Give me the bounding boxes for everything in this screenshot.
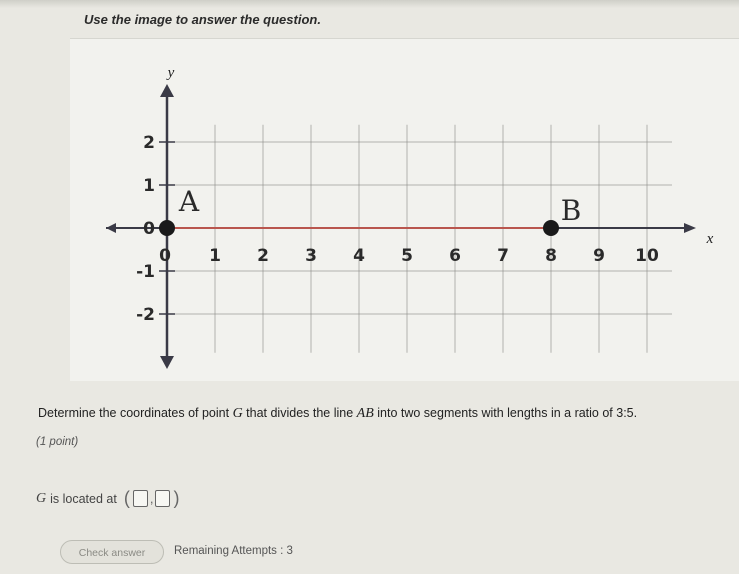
remaining-attempts-text: Remaining Attempts : 3 bbox=[174, 545, 293, 557]
x-tick-label: 5 bbox=[401, 246, 413, 266]
x-tick-label: 8 bbox=[545, 246, 557, 266]
question-part-2: that divides the line bbox=[242, 406, 357, 420]
question-var-g: G bbox=[232, 406, 243, 421]
y-axis-label: y bbox=[167, 65, 175, 81]
question-var-ab: AB bbox=[356, 406, 374, 421]
coordinate-comma: , bbox=[149, 491, 154, 506]
x-axis-arrow-left bbox=[106, 223, 116, 233]
y-coordinate-input[interactable] bbox=[155, 490, 170, 507]
question-part-3: into two segments with lengths in a ratio of 3:5. bbox=[373, 406, 638, 420]
y-tick-label: 2 bbox=[143, 133, 155, 153]
point-b-label: B bbox=[560, 194, 582, 227]
answer-located-text: is located at bbox=[50, 491, 117, 506]
y-tick-label: 1 bbox=[143, 176, 155, 196]
open-paren: ( bbox=[123, 488, 130, 508]
answer-row bbox=[36, 488, 180, 509]
x-axis-label: x bbox=[706, 231, 714, 247]
x-tick-label: 9 bbox=[593, 246, 605, 266]
x-tick-label: 3 bbox=[305, 246, 317, 266]
check-answer-button[interactable]: Check answer bbox=[60, 540, 164, 564]
instructions-text: Use the image to answer the question. bbox=[84, 12, 321, 27]
point-a-label: A bbox=[178, 185, 200, 218]
x-tick-label: 6 bbox=[449, 246, 461, 266]
point-value-label: (1 point) bbox=[36, 436, 79, 448]
top-bar bbox=[0, 0, 739, 8]
x-tick-label: 7 bbox=[497, 246, 509, 266]
x-coordinate-input[interactable] bbox=[133, 490, 148, 507]
x-tick-label: 10 bbox=[635, 246, 659, 266]
y-axis-arrow-up bbox=[160, 84, 174, 97]
x-tick-label: 0 bbox=[159, 246, 171, 266]
x-tick-label: 4 bbox=[353, 246, 365, 266]
y-tick-label: 0 bbox=[143, 219, 155, 239]
coordinate-graph bbox=[70, 38, 739, 381]
close-paren: ) bbox=[173, 488, 180, 508]
y-tick-label: -2 bbox=[136, 305, 155, 325]
point-a-dot bbox=[159, 220, 175, 236]
y-axis-arrow-down bbox=[160, 356, 174, 369]
point-b-dot bbox=[543, 220, 559, 236]
graph-svg bbox=[70, 39, 739, 381]
x-tick-label: 2 bbox=[257, 246, 269, 266]
x-tick-label: 1 bbox=[209, 246, 221, 266]
question-part-1: Determine the coordinates of point bbox=[38, 406, 233, 420]
answer-var-g: G bbox=[36, 490, 47, 506]
x-axis-arrow-right bbox=[684, 223, 696, 233]
y-tick-label: -1 bbox=[136, 262, 155, 282]
question-text bbox=[38, 406, 738, 422]
